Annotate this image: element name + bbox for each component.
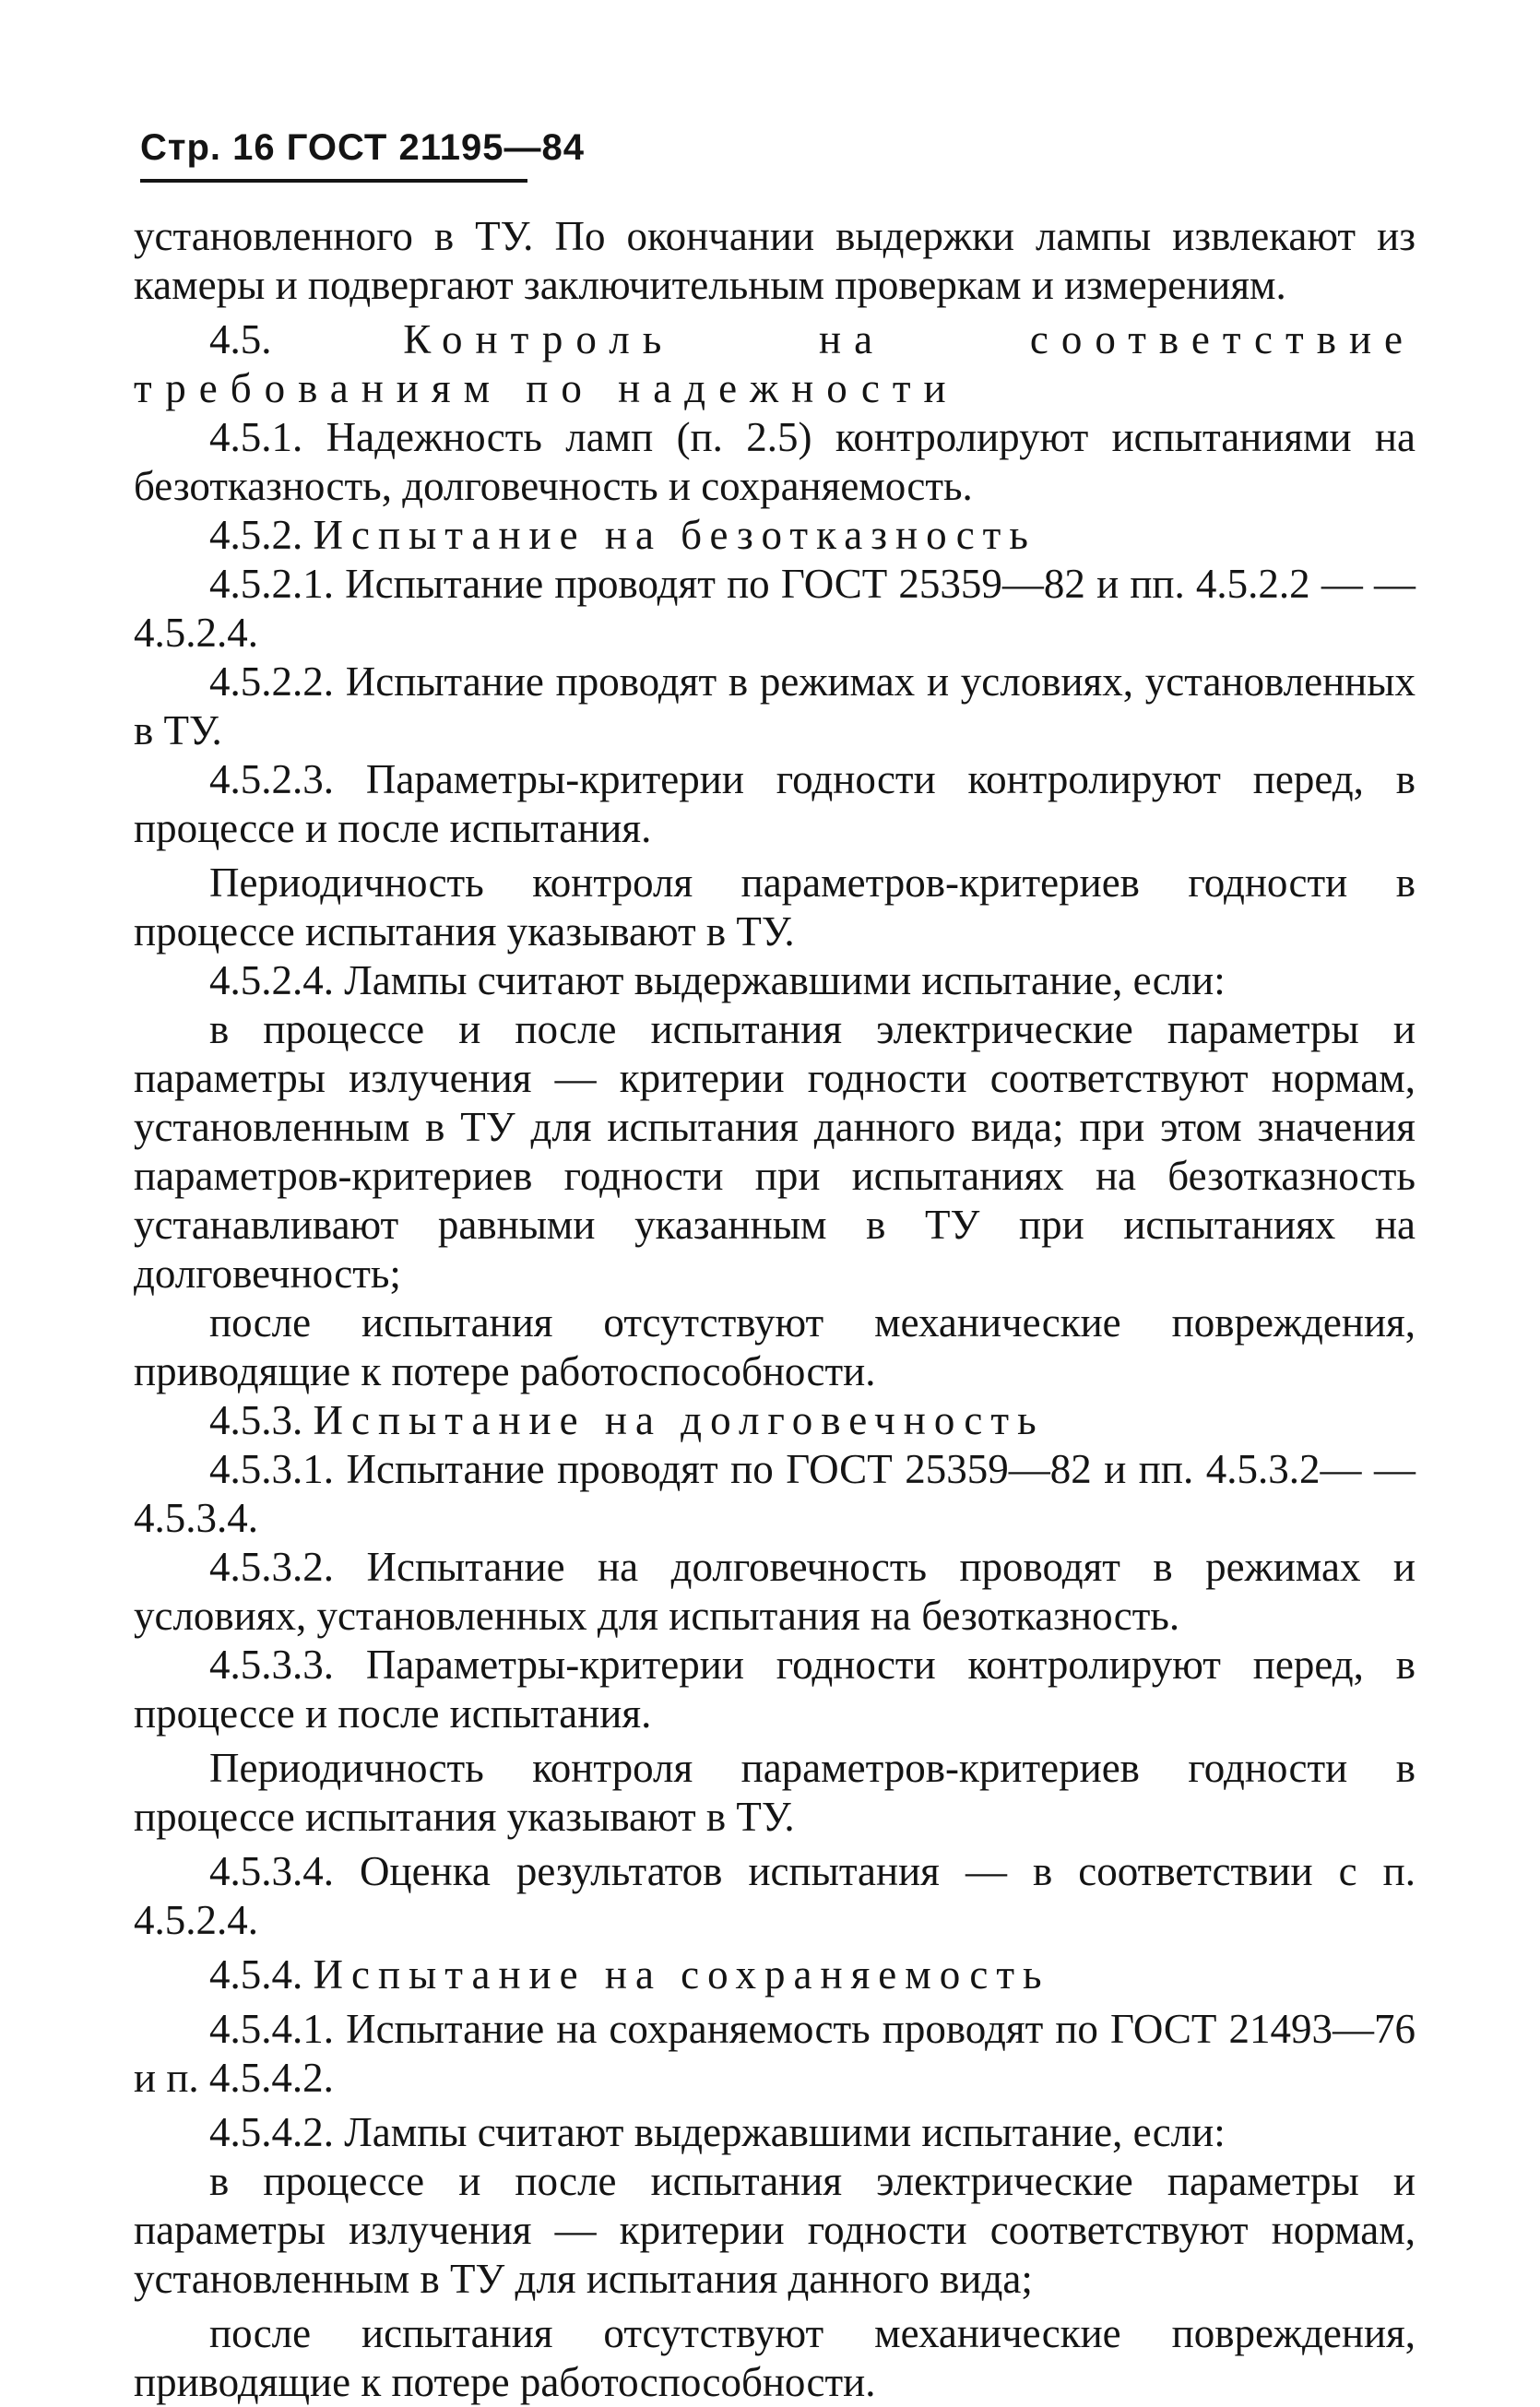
section-number: 4.5.4. <box>209 1951 303 1998</box>
paragraph-continuation: установленного в ТУ. По окончании выдержки лампы извлекают из камеры и подвергают заключительным проверкам и измерениям. <box>134 213 1416 308</box>
paragraph-periodicity-2: Периодичность контроля параметров-критериев годности в процессе испытания указывают в ТУ. <box>134 1745 1416 1840</box>
section-title: Контроль на соответствие требованиям по надежности <box>134 316 1416 411</box>
section-title: Испытание на сохраняемость <box>313 1951 1050 1998</box>
paragraph-condition-1: в процессе и после испытания электрические параметры и параметры излучения — критерии годности соответствуют нормам, установленным в ТУ для испытания данного вида; при этом значения параметров-критериев годности при испытаниях на безотказность устанавливают равными указанным в ТУ при испытаниях на долговечность; <box>134 1006 1416 1297</box>
section-heading-4-5-4 <box>134 1951 1416 1999</box>
paragraph-periodicity-1: Периодичность контроля параметров-критериев годности в процессе испытания указывают в ТУ. <box>134 860 1416 954</box>
paragraph-4-5-3-1: 4.5.3.1. Испытание проводят по ГОСТ 25359—82 и пп. 4.5.3.2— —4.5.3.4. <box>134 1446 1416 1541</box>
paragraph-4-5-4-1: 4.5.4.1. Испытание на сохраняемость проводят по ГОСТ 21493—76 и п. 4.5.4.2. <box>134 2006 1416 2101</box>
paragraph-condition-4: после испытания отсутствуют механические повреждения, приводящие к потере работоспособности. <box>134 2310 1416 2405</box>
section-heading-4-5 <box>134 315 1416 413</box>
paragraph-4-5-2-1: 4.5.2.1. Испытание проводят по ГОСТ 25359—82 и пп. 4.5.2.2 — —4.5.2.4. <box>134 561 1416 656</box>
paragraph-4-5-2-2: 4.5.2.2. Испытание проводят в режимах и условиях, установленных в ТУ. <box>134 658 1416 753</box>
paragraph-4-5-3-2: 4.5.3.2. Испытание на долговечность проводят в режимах и условиях, установленных для испытания на безотказность. <box>134 1544 1416 1639</box>
section-heading-4-5-3 <box>134 1396 1416 1445</box>
paragraph-4-5-3-4: 4.5.3.4. Оценка результатов испытания — в соответствии с п. 4.5.2.4. <box>134 1848 1416 1943</box>
paragraph-condition-3: в процессе и после испытания электрические параметры и параметры излучения — критерии годности соответствуют нормам, установленным в ТУ для испытания данного вида; <box>134 2158 1416 2302</box>
page-header-label: Стр. 16 ГОСТ 21195—84 <box>140 127 585 168</box>
section-number: 4.5. <box>209 316 272 362</box>
section-title: Испытание на долговечность <box>313 1397 1045 1443</box>
paragraph-condition-2: после испытания отсутствуют механические повреждения, приводящие к потере работоспособности. <box>134 1299 1416 1394</box>
section-title: Испытание на безотказность <box>313 512 1037 558</box>
paragraph-4-5-1: 4.5.1. Надежность ламп (п. 2.5) контролируют испытаниями на безотказность, долговечность и сохраняемость. <box>134 414 1416 509</box>
paragraph-4-5-2-3: 4.5.2.3. Параметры-критерии годности контролируют перед, в процессе и после испытания. <box>134 756 1416 851</box>
paragraph-4-5-3-3: 4.5.3.3. Параметры-критерии годности контролируют перед, в процессе и после испытания. <box>134 1642 1416 1737</box>
section-number: 4.5.3. <box>209 1397 303 1443</box>
page-header <box>140 127 585 183</box>
section-number: 4.5.2. <box>209 512 303 558</box>
document-body <box>134 212 1416 2407</box>
paragraph-4-5-4-2: 4.5.4.2. Лампы считают выдержавшими испытание, если: <box>209 2109 1226 2155</box>
paragraph-4-5-2-4: 4.5.2.4. Лампы считают выдержавшими испытание, если: <box>209 957 1226 1003</box>
section-heading-4-5-2 <box>134 511 1416 560</box>
